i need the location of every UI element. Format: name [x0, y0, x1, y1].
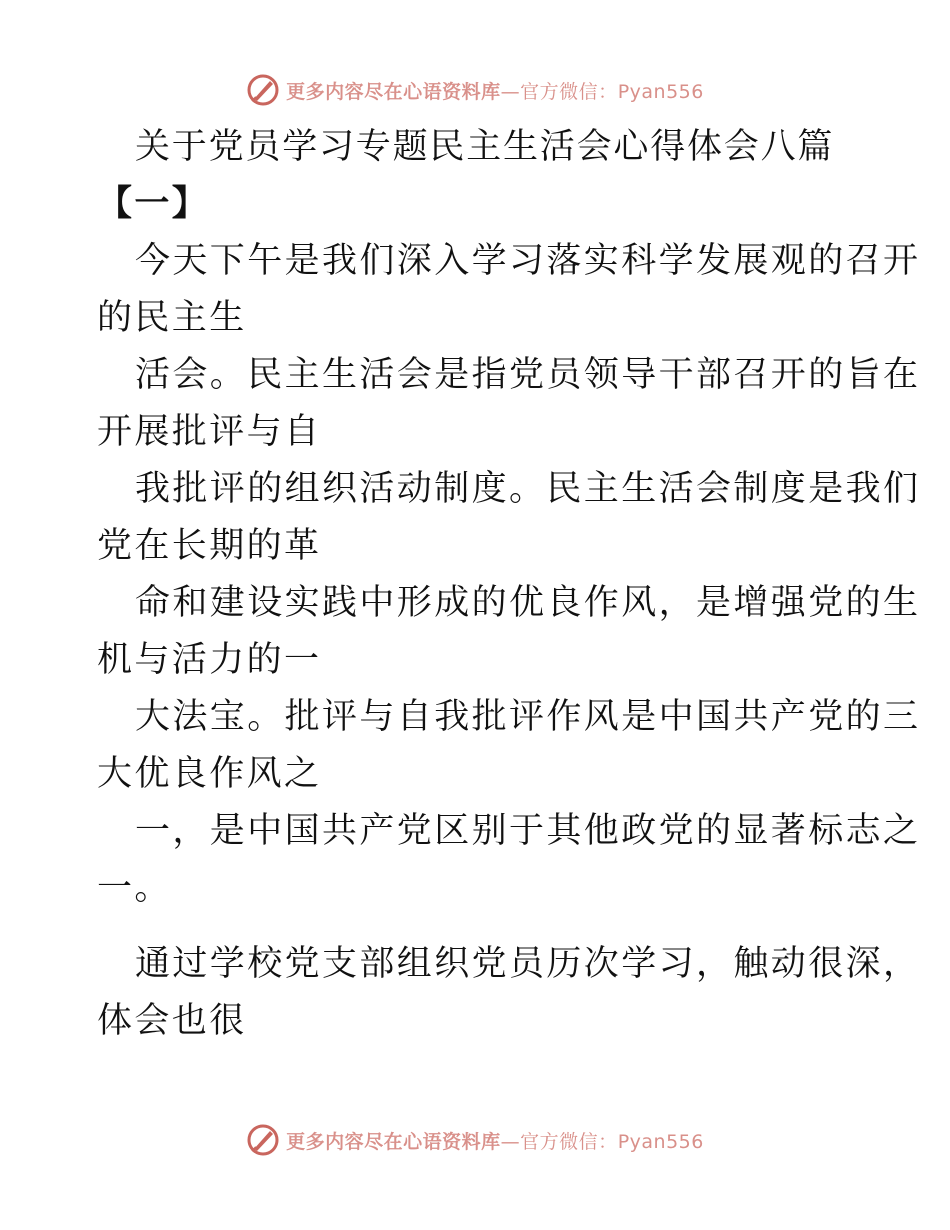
paragraph-line: 体会也很 — [97, 1001, 247, 1041]
paragraph-line: 的民主生 — [97, 298, 247, 338]
banner-brand-text: 更多内容尽在心语资料库 — [286, 1130, 501, 1153]
paragraph-line: 开展批评与自 — [97, 412, 322, 452]
paragraph-line: 一。 — [97, 868, 172, 908]
banner-dash: — — [500, 1130, 521, 1153]
banner-wechat-label: 官方微信： — [520, 80, 618, 103]
banner-brand-text: 更多内容尽在心语资料库 — [286, 80, 501, 103]
footer-banner — [0, 1120, 950, 1160]
paragraph-line: 今天下午是我们深入学习落实科学发展观的召开 — [135, 241, 921, 281]
paragraph-line: 大法宝。批评与自我批评作风是中国共产党的三 — [135, 697, 921, 737]
section-marker: 【一】 — [97, 183, 210, 224]
banner-wechat-label: 官方微信： — [520, 1130, 618, 1153]
banner-wechat-id: Pyan556 — [617, 1130, 704, 1153]
banner-dash: — — [500, 80, 521, 103]
paragraph-line: 大优良作风之 — [97, 754, 322, 794]
paragraph-line: 一，是中国共产党区别于其他政党的显著标志之 — [135, 811, 921, 851]
paragraph-line: 党在长期的革 — [97, 526, 322, 566]
paragraph-line: 活会。民主生活会是指党员领导干部召开的旨在 — [135, 355, 921, 395]
quill-seal-icon — [246, 1123, 280, 1157]
paragraph-line: 我批评的组织活动制度。民主生活会制度是我们 — [135, 469, 921, 509]
paragraph-line: 机与活力的一 — [97, 640, 322, 680]
paragraph-line: 通过学校党支部组织党员历次学习，触动很深， — [135, 944, 921, 984]
paragraph-line: 命和建设实践中形成的优良作风，是增强党的生 — [135, 583, 921, 623]
document-title: 关于党员学习专题民主生活会心得体会八篇 — [135, 127, 835, 167]
banner-wechat-id: Pyan556 — [617, 80, 704, 103]
banner-text — [286, 1127, 704, 1154]
